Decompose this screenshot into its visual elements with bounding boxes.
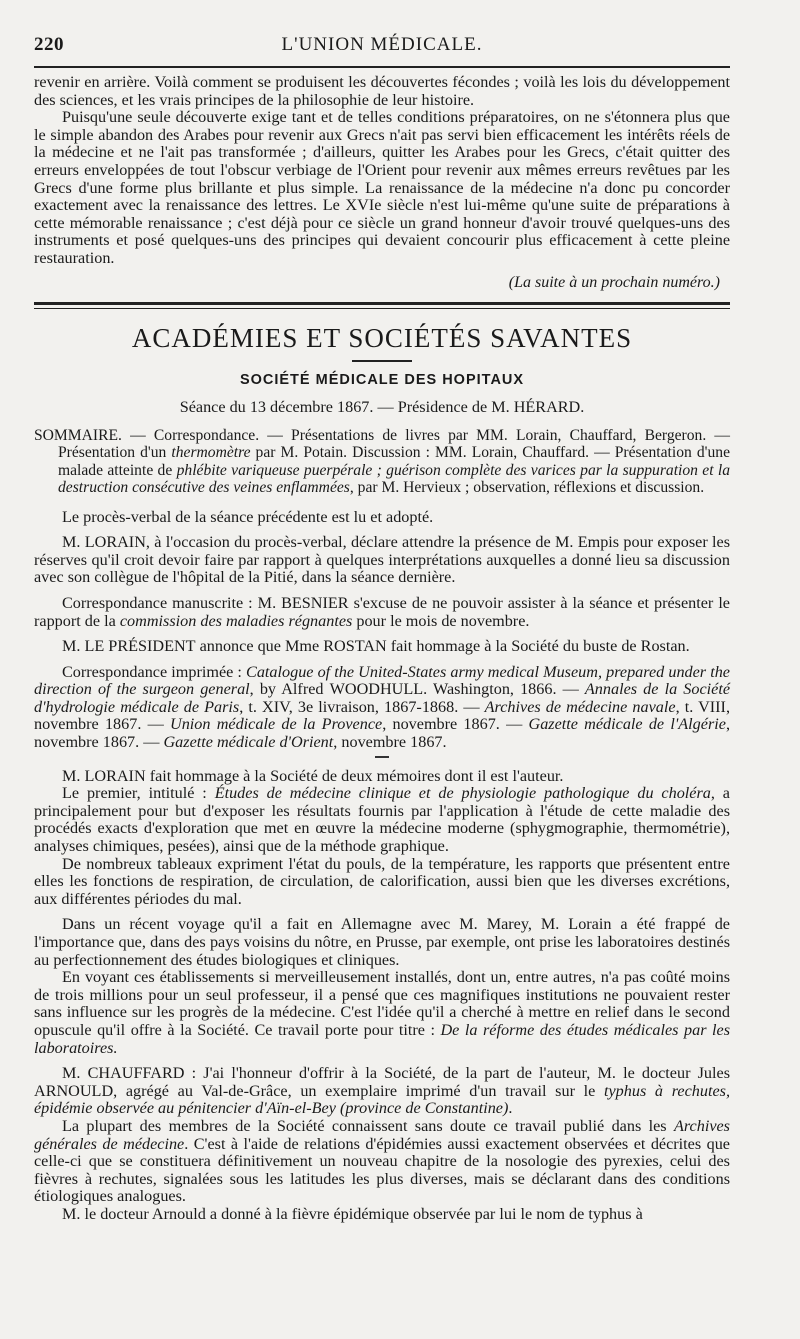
chauffard-paragraph xyxy=(34,1065,730,1118)
chauffard-c: . xyxy=(508,1099,513,1118)
section-divider xyxy=(34,302,730,309)
corr-imp-c: . Washington, 1866. — xyxy=(423,680,585,699)
name-arnould: ARNOULD xyxy=(34,1081,114,1100)
corr-imp-d: , t. XIV, 3e livraison, 1867-1868. — xyxy=(239,697,485,716)
voyage-paragraph: Dans un récent voyage qu'il a fait en Allemagne avec M. Marey, M. Lorain a été frappé de l'importance que, dans des pays voisins du nôtre, en Prusse, par exemple, ont prise les laboratoires destinés au perfectionnement des études biologiques et cliniques. xyxy=(34,915,730,969)
lorain-paragraph-1 xyxy=(34,534,730,587)
intro-paragraph-2: Puisqu'une seule découverte exige tant et de telles conditions préparatoires, on ne s'étonnera plus que le simple abandon des Arabes pour revenir aux Grecs n'ait pas servi bien efficacement les intérêts réels de la médecine et ne l'ait pas transformée ; d'ailleurs, quitter les Arabes pour les Grecs, c'était quitter des erreurs enveloppées de tout l'obscur verbiage de l'Orient pour revenir aux mêmes erreurs revêtues par les Grecs d'une forme plus brillante et plus simple. La renaissance de la médecine n'a donc pu concorder exactement avec la renaissance des lettres. Le XVIe siècle n'est lui-même qu'une suite de préparations à cette mémorable renaissance ; c'est déjà pour ce siècle un grand honneur d'avoir trouvé quelques-uns des instruments et posé quelques-uns des principes qui devaient concourir plus efficacement à cette pleine restauration. xyxy=(34,108,730,267)
voyant-italic: De la réforme des études médicales par les laboratoires. xyxy=(34,1020,731,1057)
speaker-lorain: M. LORAIN xyxy=(62,533,146,552)
corr-imp-i3: Archives de médecine navale xyxy=(484,697,676,716)
corr-imp-i5: Gazette médicale de l'Algérie xyxy=(528,715,726,734)
page-number: 220 xyxy=(34,34,64,55)
correspondance-imprimee xyxy=(34,664,730,752)
president-paragraph xyxy=(34,638,730,656)
premier-a: Le premier, intitulé : xyxy=(62,784,215,803)
speaker-lorain-2: M. LORAIN xyxy=(62,766,146,785)
corr-ms-italic: commission des maladies régnantes xyxy=(119,611,353,630)
plupart-paragraph xyxy=(34,1118,730,1206)
sommaire-text-a: — Correspondance. — Présentations de livres par MM. Lorain, Chauffard, Bergeron. — Présentation d'un xyxy=(58,426,730,462)
society-heading: SOCIÉTÉ MÉDICALE DES HOPITAUX xyxy=(239,371,525,388)
corr-imp-i6: Gazette médicale d'Orient xyxy=(163,733,334,752)
premier-paragraph xyxy=(34,785,730,855)
corr-imp-b: , by Alfred xyxy=(249,680,330,699)
plupart-italic: Archives générales de médecine xyxy=(34,1116,730,1153)
plupart-a: La plupart des membres de la Société connaissent sans doute ce travail publié dans les xyxy=(62,1116,674,1135)
chauffard-italic: typhus à rechutes, épidémie observée au pénitencier d'Aïn-el-Bey (province de Constantine) xyxy=(34,1081,730,1118)
sommaire-text-c: , par M. Hervieux ; observation, réflexions et discussion. xyxy=(349,479,705,497)
premier-b: , a principalement pour but d'exposer les résultats fournis par l'application à l'étude de cette maladie des procédés exacts d'exploration que met en œuvre la médecine moderne (sphygmographie, thermométrie), analyses chimiques, pesées), ainsi que de la méthode graphique. xyxy=(34,784,730,856)
name-rostan: ROSTAN xyxy=(323,637,387,656)
correspondance-manuscrite xyxy=(34,595,730,630)
name-woodhull: WOODHULL xyxy=(329,680,424,699)
president-c: fait hommage à la Société du buste de Rostan. xyxy=(386,637,690,656)
corr-imp-h: , novembre 1867. xyxy=(333,733,447,752)
corr-imp-e: , t. VIII, novembre 1867. — xyxy=(34,697,730,734)
corr-imp-i2: Annales de la Société d'hydrologie médicale de Paris xyxy=(34,680,731,716)
section-title: ACADÉMIES ET SOCIÉTÉS SAVANTES xyxy=(131,322,633,353)
premier-italic: Études de médecine clinique et de physiologie pathologique du choléra xyxy=(214,784,711,803)
voyant-paragraph xyxy=(34,969,730,1057)
voyant-a: En voyant ces établissements si merveilleusement installés, dont un, entre autres, n'a pas coûté moins de trois millions pour un seul professeur, il a pensé que ces magnifiques institutions ne pouvaient rester sans influence sur les progrès de la médecine. C'est l'idée qu'il a cherché à mettre en relief dans le second opuscule qu'il offre à la Société. Ce travail porte pour titre : xyxy=(34,968,730,1039)
plupart-b: . C'est à l'aide de relations d'épidémies aussi exactement observées et décrites que celle-ci que se constituera définitivement un nouveau chapitre de la nosologie des pyrexies, celui des fièvres à rechutes, signalées sous les latitudes les plus diverses, mais se déclarant dans des conditions étiologiques analogues. xyxy=(34,1134,730,1206)
continued-note xyxy=(34,274,730,292)
corr-ms-c: pour le mois de novembre. xyxy=(352,611,530,630)
corr-imp-i1: Catalogue of the United-States army medical Museum, prepared under the direction of the surgeon general xyxy=(34,662,730,699)
name-besnier: BESNIER xyxy=(281,593,349,612)
header-rule xyxy=(34,66,730,68)
sommaire-label: SOMMAIRE. xyxy=(34,426,122,444)
speaker-president: M. LE PRÉSIDENT xyxy=(62,637,196,656)
speaker-chauffard: M. CHAUFFARD xyxy=(62,1064,185,1083)
lorain-paragraph-2 xyxy=(34,768,730,786)
lorain-text-1: , à l'occasion du procès-verbal, déclare attendre la présence de M. Empis pour exposer les réserves qu'il croit devoir faire par rapport à quelques interprétations auxquelles a donné lieu sa discussion avec son collègue de l'hôpital de la Pitié, dans la séance dernière. xyxy=(34,533,731,587)
corr-imp-f: , novembre 1867. — xyxy=(382,715,529,734)
seance-line: Séance du 13 décembre 1867. — Présidence de M. HÉRARD. xyxy=(179,397,585,416)
continued-note-text: (La suite à un prochain numéro.) xyxy=(508,273,720,291)
running-head: L'UNION MÉDICALE. xyxy=(281,34,483,55)
last-line: M. le docteur Arnould a donné à la fièvre épidémique observée par lui le nom de typhus à xyxy=(62,1204,643,1223)
tableaux-paragraph: De nombreux tableaux expriment l'état du pouls, de la température, les rapports que présentent entre elles les fonctions de respiration, de circulation, de calorification, aussi bien que les diverses excrétions, aux différentes périodes du mal. xyxy=(34,854,730,908)
title-rule xyxy=(352,360,412,362)
page-header xyxy=(34,32,730,66)
lorain-text-2: fait hommage à la Société de deux mémoires dont il est l'auteur. xyxy=(145,766,564,785)
corr-ms-a: Correspondance manuscrite : M. xyxy=(62,593,282,612)
sommaire xyxy=(34,427,730,497)
sommaire-text-b: par M. Potain. Discussion : MM. Lorain, Chauffard. — Présentation d'une malade atteinte de xyxy=(58,444,730,479)
president-b: annonce que Mme xyxy=(195,637,324,656)
sommaire-thermo: thermomètre xyxy=(171,444,251,462)
corr-imp-i4: Union médicale de la Provence xyxy=(170,715,383,734)
corr-imp-g: , novembre 1867. — xyxy=(34,715,730,752)
sommaire-italic: phlébite variqueuse puerpérale ; guérison complète des varices par la suppuration et la destruction consécutive des veines enflammées xyxy=(58,461,731,497)
chauffard-b: , agrégé au Val-de-Grâce, un exemplaire imprimé d'un travail sur le xyxy=(113,1081,604,1100)
corr-imp-a: Correspondance imprimée : xyxy=(62,662,247,681)
intro-paragraph-1: revenir en arrière. Voilà comment se produisent les découvertes fécondes ; voilà les lois du développement des sciences, et les vrais principes de la philosophie de leur histoire. xyxy=(34,73,730,109)
proces-verbal: Le procès-verbal de la séance précédente est lu et adopté. xyxy=(62,507,434,526)
separator-rule xyxy=(375,756,389,758)
corr-ms-b: s'excuse de ne pouvoir assister à la séance et présenter le rapport de la xyxy=(34,593,730,630)
chauffard-a: : J'ai l'honneur d'offrir à la Société, de la part de l'auteur, M. le docteur Jules xyxy=(184,1064,730,1083)
